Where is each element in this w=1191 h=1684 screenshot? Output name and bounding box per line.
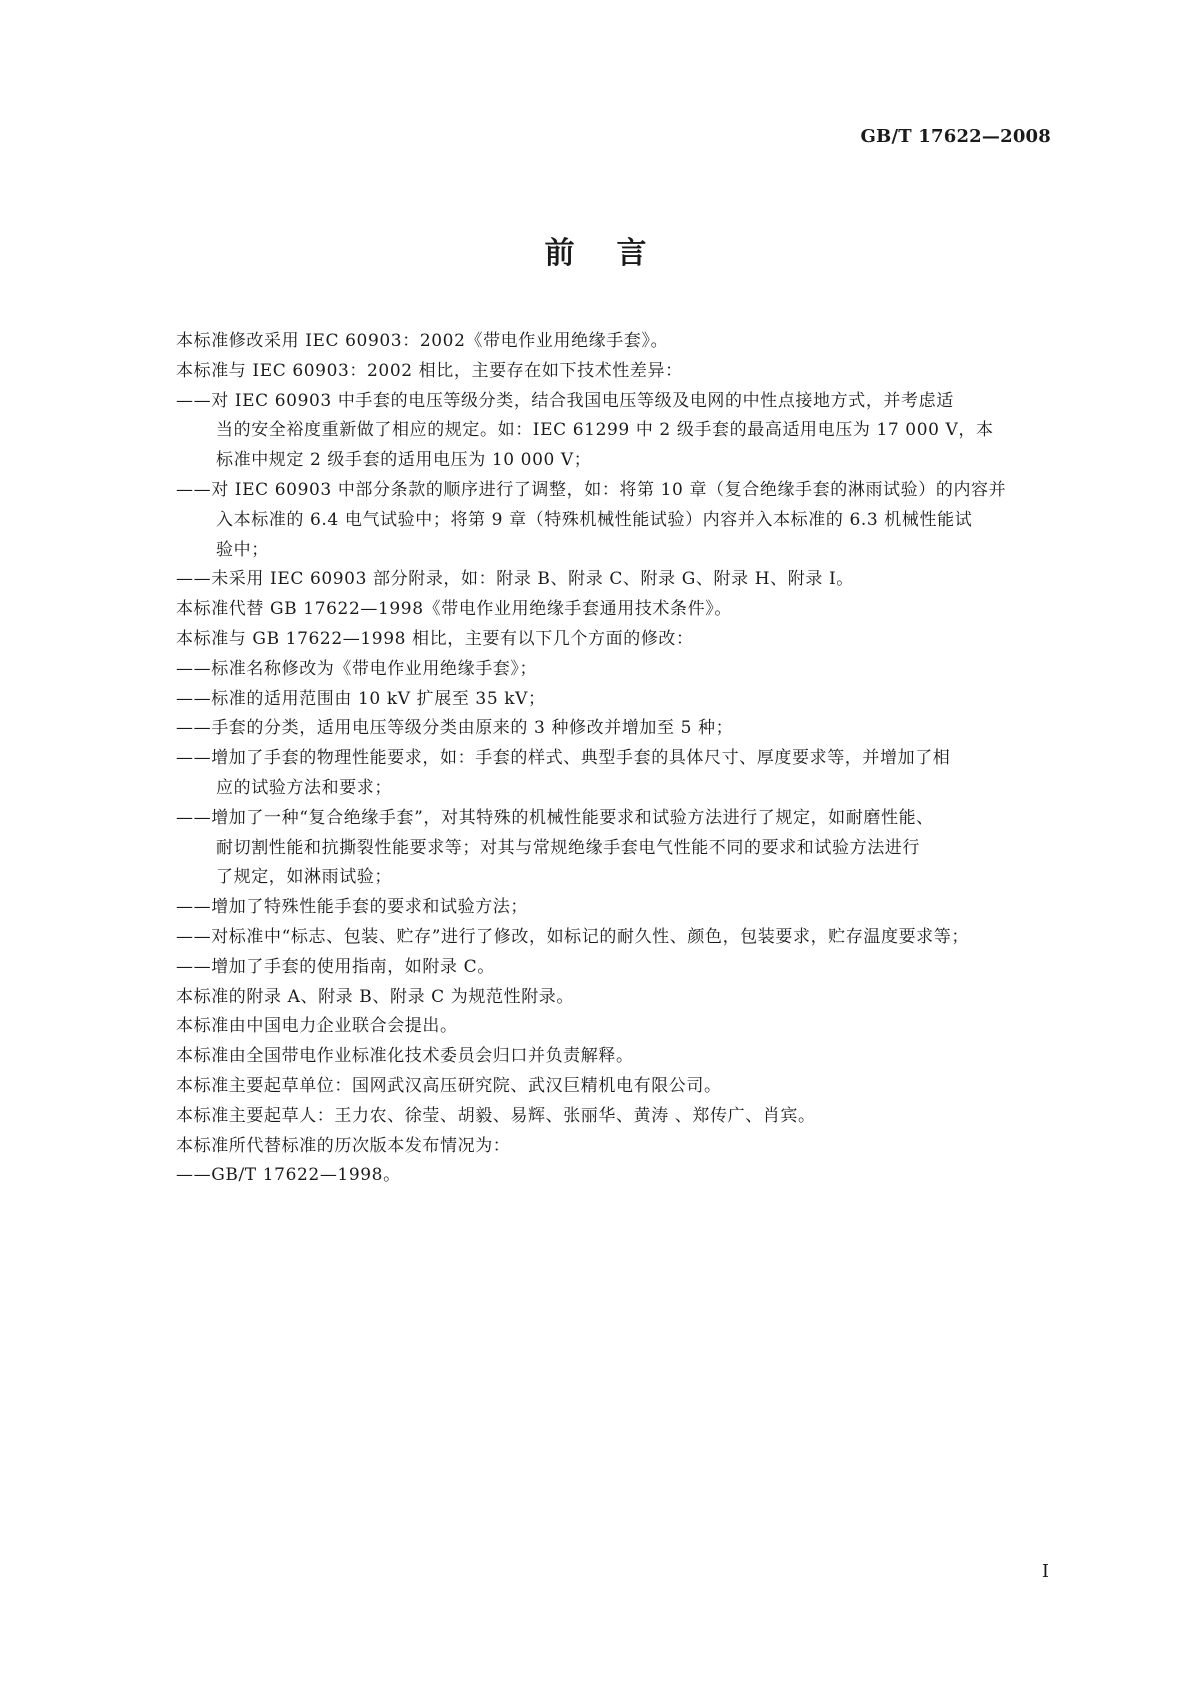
foreword-body [176,327,1056,1191]
list-item: ——增加了特殊性能手套的要求和试验方法； [176,897,528,918]
list-item: ——标准的适用范围由 10 kV 扩展至 35 kV； [176,688,546,709]
paragraph-line: 本标准的附录 A、附录 B、附录 C 为规范性附录。 [176,986,574,1007]
list-item-continuation: 耐切割性能和抗撕裂性能要求等；对其与常规绝缘手套电气性能不同的要求和试验方法进行 [216,837,920,858]
list-item: ——手套的分类，适用电压等级分类由原来的 3 种修改并增加至 5 种； [176,718,734,739]
paragraph-line: 本标准主要起草人：王力农、徐莹、胡毅、易辉、张丽华、黄涛 、郑传广、肖宾。 [176,1105,816,1126]
list-item: ——GB/T 17622—1998。 [176,1165,401,1186]
list-item: ——标准名称修改为《带电作业用绝缘手套》； [176,658,538,679]
list-item: ——对 IEC 60903 中手套的电压等级分类，结合我国电压等级及电网的中性点接地方式，并考虑适 [176,390,954,411]
list-item: ——对标准中“标志、包装、贮存”进行了修改，如标记的耐久性、颜色，包装要求，贮存温度要求等； [176,926,969,947]
list-item-continuation: 入本标准的 6.4 电气试验中；将第 9 章（特殊机械性能试验）内容并入本标准的 6.3 机械性能试 [216,509,973,530]
list-item-continuation: 当的安全裕度重新做了相应的规定。如：IEC 61299 中 2 级手套的最高适用电压为 17 000 V，本 [216,420,994,441]
list-item-continuation: 了规定，如淋雨试验； [216,867,392,888]
list-item: ——增加了手套的物理性能要求，如：手套的样式、典型手套的具体尺寸、厚度要求等，并增加了相 [176,748,951,769]
paragraph-line: 本标准由中国电力企业联合会提出。 [176,1016,458,1037]
list-item-continuation: 应的试验方法和要求； [216,777,392,798]
paragraph-line: 本标准代替 GB 17622—1998《带电作业用绝缘手套通用技术条件》。 [176,599,732,620]
paragraph-line: 本标准主要起草单位：国网武汉高压研究院、武汉巨精机电有限公司。 [176,1075,722,1096]
paragraph-line: 本标准与 GB 17622—1998 相比，主要有以下几个方面的修改： [176,628,694,649]
paragraph-line: 本标准所代替标准的历次版本发布情况为： [176,1135,511,1156]
list-item: ——未采用 IEC 60903 部分附录，如：附录 B、附录 C、附录 G、附录 H、附录 I。 [176,569,854,590]
standard-code: GB/T 17622—2008 [860,126,1051,147]
page-title: 前言 [544,236,689,271]
list-item-continuation: 标准中规定 2 级手套的适用电压为 10 000 V； [216,450,592,471]
list-item: ——增加了一种“复合绝缘手套”，对其特殊的机械性能要求和试验方法进行了规定，如耐磨性能、 [176,807,934,828]
paragraph-line: 本标准修改采用 IEC 60903：2002《带电作业用绝缘手套》。 [176,331,669,351]
list-item: ——增加了手套的使用指南，如附录 C。 [176,956,495,977]
page-number: Ⅰ [1041,1561,1049,1582]
list-item-continuation: 验中； [216,539,269,560]
paragraph-line: 本标准与 IEC 60903：2002 相比，主要存在如下技术性差异： [176,360,683,381]
list-item: ——对 IEC 60903 中部分条款的顺序进行了调整，如：将第 10 章（复合绝缘手套的淋雨试验）的内容并 [176,479,1007,500]
paragraph-line: 本标准由全国带电作业标准化技术委员会归口并负责解释。 [176,1046,634,1067]
